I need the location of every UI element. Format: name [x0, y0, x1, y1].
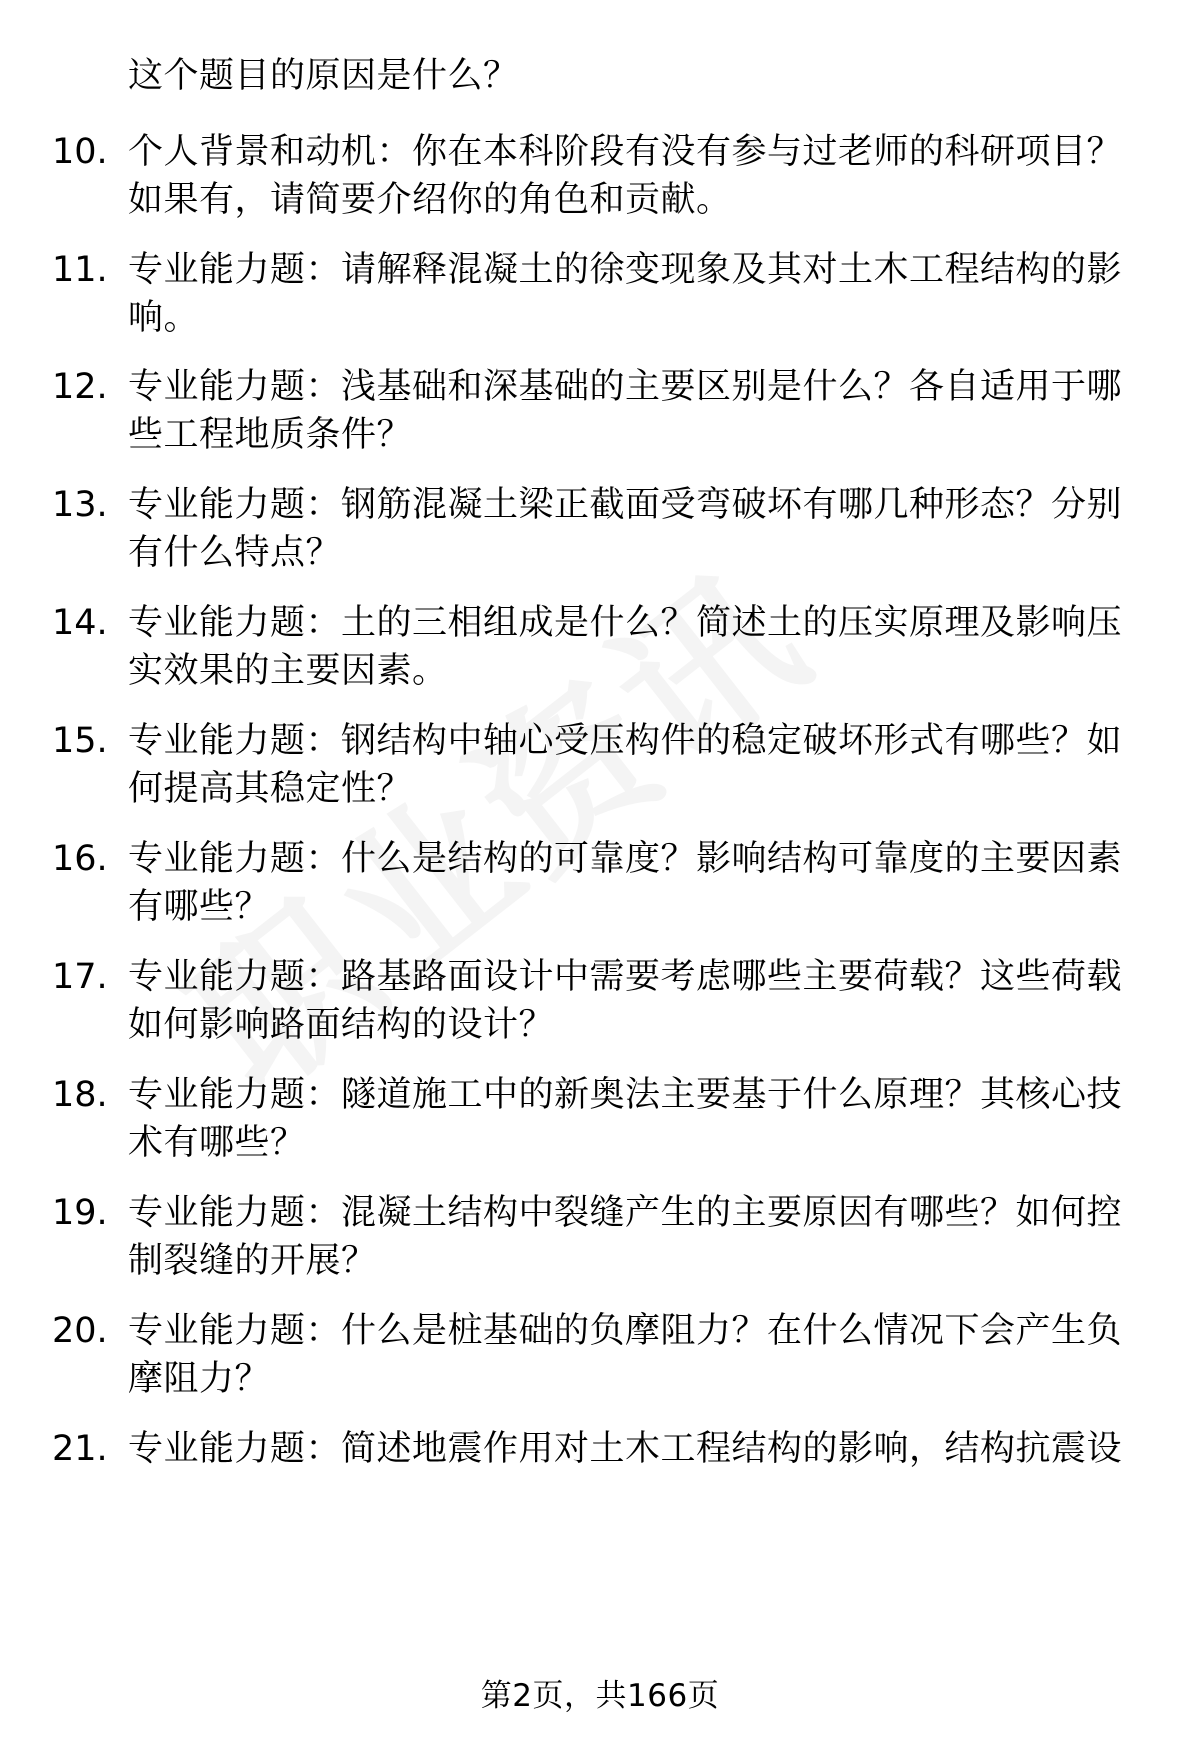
- question-number: 11.: [52, 250, 108, 290]
- question-number: 16.: [52, 839, 108, 879]
- question-text: 专业能力题：路基路面设计中需要考虑哪些主要荷载？这些荷载如何影响路面结构的设计？: [128, 957, 1123, 1045]
- question-number: 21.: [52, 1429, 108, 1469]
- page-footer: 第2页，共166页: [480, 1678, 720, 1714]
- question-number: 17.: [52, 957, 108, 997]
- question-number: 19.: [52, 1193, 108, 1233]
- question-text: 专业能力题：土的三相组成是什么？简述土的压实原理及影响压实效果的主要因素。: [128, 603, 1123, 691]
- question-number: 10.: [52, 132, 108, 172]
- question-text: 专业能力题：混凝土结构中裂缝产生的主要原因有哪些？如何控制裂缝的开展？: [128, 1193, 1123, 1281]
- question-text: 专业能力题：钢筋混凝土梁正截面受弯破坏有哪几种形态？分别有什么特点？: [128, 485, 1123, 573]
- question-text: 专业能力题：什么是结构的可靠度？影响结构可靠度的主要因素有哪些？: [128, 839, 1123, 927]
- question-text: 专业能力题：请解释混凝土的徐变现象及其对土木工程结构的影响。: [128, 250, 1123, 338]
- question-text: 个人背景和动机：你在本科阶段有没有参与过老师的科研项目？如果有，请简要介绍你的角色和贡献。: [128, 132, 1123, 220]
- question-text: 专业能力题：隧道施工中的新奥法主要基于什么原理？其核心技术有哪些？: [128, 1075, 1123, 1163]
- question-text: 专业能力题：浅基础和深基础的主要区别是什么？各自适用于哪些工程地质条件？: [128, 367, 1123, 455]
- question-number: 20.: [52, 1311, 108, 1351]
- question-number: 14.: [52, 603, 108, 643]
- question-number: 13.: [52, 485, 108, 525]
- question-text: 专业能力题：什么是桩基础的负摩阻力？在什么情况下会产生负摩阻力？: [128, 1311, 1123, 1399]
- question-text: 专业能力题：钢结构中轴心受压构件的稳定破坏形式有哪些？如何提高其稳定性？: [128, 721, 1123, 809]
- question-text: 专业能力题：简述地震作用对土木工程结构的影响，结构抗震设: [128, 1429, 1123, 1469]
- question-number: 18.: [52, 1075, 108, 1115]
- question-number: 12.: [52, 367, 108, 407]
- continued-text: 这个题目的原因是什么？: [128, 56, 519, 96]
- question-number: 15.: [52, 721, 108, 761]
